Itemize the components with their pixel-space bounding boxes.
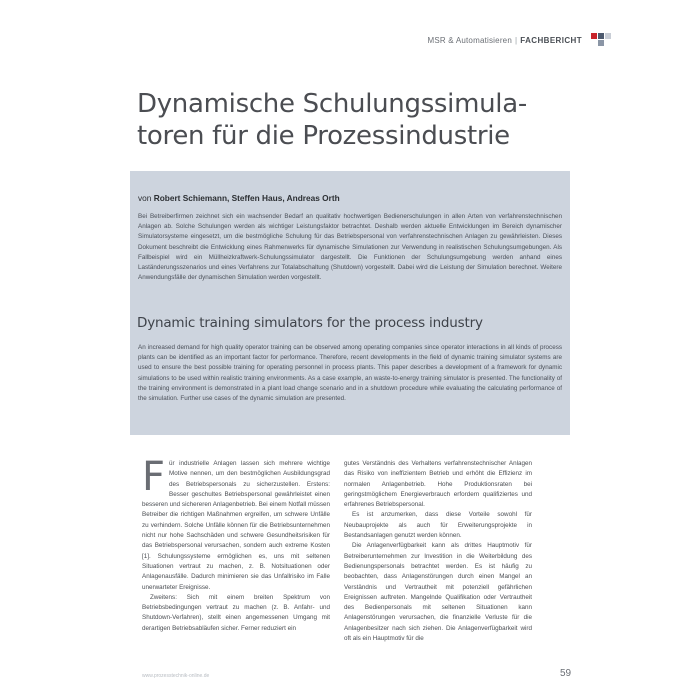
authors: Robert Schiemann, Steffen Haus, Andreas Orth [153, 193, 340, 203]
footer-url[interactable]: www.prozesstechnik-online.de [142, 673, 210, 679]
body-paragraph: Zweitens: Sich mit einem breiten Spektrum von Betriebsbedingungen vertraut zu machen (z. B. Anfahr- und Shutdown-Verfahren), stellt einen angemessenen Umgang mit derartigen Betriebsabläufen sicher. Ferner reduziert ein [142, 593, 330, 632]
header-separator: | [514, 36, 518, 45]
header-category: FACHBERICHT [520, 36, 582, 45]
body-paragraph: Die Anlagenverfügbarkeit kann als drittes Hauptmotiv für Betreiberunternehmen zur Investition in die Weiterbildung des Bedienungspersonals betrachtet werden. Es ist häufig zu beobachten, dass Anlagenstörungen durch einen Mangel an Verständnis und Vertrautheit mit potenziell gefährlichen Ereignissen auftreten. Mangelnde Qualifikation oder Vertrautheit des Bedienpersonals mit seltenen Situationen kann Anlagenstörungen verursachen, die finanzielle Verluste für die Anlagenbesitzer nach sich ziehen. Die Anlagenverfügbarkeit wird oft als ein Hauptmotiv für die [344, 542, 532, 643]
author-line [138, 193, 340, 203]
body-paragraph [142, 454, 330, 593]
mark-square [605, 33, 611, 39]
authors-prefix: von [138, 193, 152, 203]
abstract-german: Bei Betreiberfirmen zeichnet sich ein wachsender Bedarf an qualitativ hochwertigen Bedienerschulungen in allen Arten von verfahrenstechnischen Anlagen ab. Solche Schulungen werden als wichtiger Leistungsfaktor betrachtet. Deshalb werden aktuelle Entwicklungen im Bereich dynamischer Simulatorsysteme eingesetzt, um die bestmögliche Schulung für das Betriebspersonal von verfahrenstechnischen Anlagen zu gewährleisten. Dieses Dokument beschreibt die Entwicklung eines Rahmenwerks für dynamische Simulationen zur Verwendung in realistischen Schulungsumgebungen. Als Fallbeispiel wird ein Müllheizkraftwerk-Schulungssimulator dargestellt. Die Funktionen der Schulungsumgebung werden anhand eines Laständerungsszenarios und eines Verfahrens zur Totalabschaltung (Shutdown) vorgestellt. Dabei wird die Leistung der Simulation berechnet. Weitere Anwendungsfälle der dynamischen Simulation werden vorgestellt. [138, 213, 562, 282]
mark-square [591, 33, 597, 39]
running-header [428, 36, 583, 45]
article-title-line: Dynamische Schulungssimula- [137, 89, 527, 119]
publisher-mark-icon [591, 33, 609, 47]
abstract-english: An increased demand for high quality operator training can be observed among operating companies since operator interactions in all kinds of process plants can be identified as an important factor for performance. Therefore, recent developments in the field of dynamic training simulator systems are used to ensure the best possible training for operating personnel in process plants. This paper describes a development of a framework for dynamic simulations to be used within realistic training environments. As a case example, an waste-to-energy training simulator is presented. The functionality of the training environment is demonstrated in a plant load change scenario and in a shutdown procedure while evaluating the calculating performance of the simulation. Further use cases of the dynamic simulation are presented. [138, 344, 562, 403]
header-section: MSR & Automatisieren [427, 36, 512, 45]
mark-square [598, 40, 604, 46]
body-column-left [142, 454, 330, 634]
mark-square [598, 33, 604, 39]
english-title: Dynamic training simulators for the process industry [137, 315, 483, 331]
body-text: ür industrielle Anlagen lassen sich mehrere wichtige Motive nennen, um den bestmöglichen Ausbildungsgrad des Betriebspersonals zu sicherzustellen. Erstens: Besser geschultes Betriebspersonal gewährleistet einen besseren und sichereren Anlagenbetrieb. Bei einem Notfall müssen Betreiber die richtigen Maßnahmen ergreifen, um schwere Unfälle zu verhindern. Solche Unfälle können für die Betriebsunternehmen nicht nur hohe Sachschäden und schwere Gesundheitsrisiken für das Betriebspersonal verursachen, sondern auch extreme Kosten [1]. Schulungssysteme ermöglichen es, uns mit seltenen Situationen vertraut zu machen, z. B. Notsituationen oder Anlagenausfälle. Dadurch minimieren sie das Unfallrisiko im Falle unerwarteter Ereignisse. [142, 460, 330, 591]
drop-cap: F [142, 454, 166, 500]
body-paragraph: Es ist anzumerken, dass diese Vorteile sowohl für Neubauprojekte als auch für Erweiterungsprojekte in Bestandsanlagen genutzt werden können. [344, 511, 532, 540]
article-title [137, 88, 557, 152]
article-title-line: toren für die Prozessindustrie [137, 121, 510, 151]
body-paragraph: gutes Verständnis des Verhaltens verfahrenstechnischer Anlagen das Risiko von ineffizientem Betrieb und erhöht die Effizienz im normalen Anlagenbetrieb. Hohe Produktionsraten bei geringstmöglichem Energieverbrauch erfordern qualifiziertes und erfahrenes Betriebspersonal. [344, 460, 532, 509]
body-column-right [344, 459, 532, 644]
page-number: 59 [560, 668, 572, 679]
